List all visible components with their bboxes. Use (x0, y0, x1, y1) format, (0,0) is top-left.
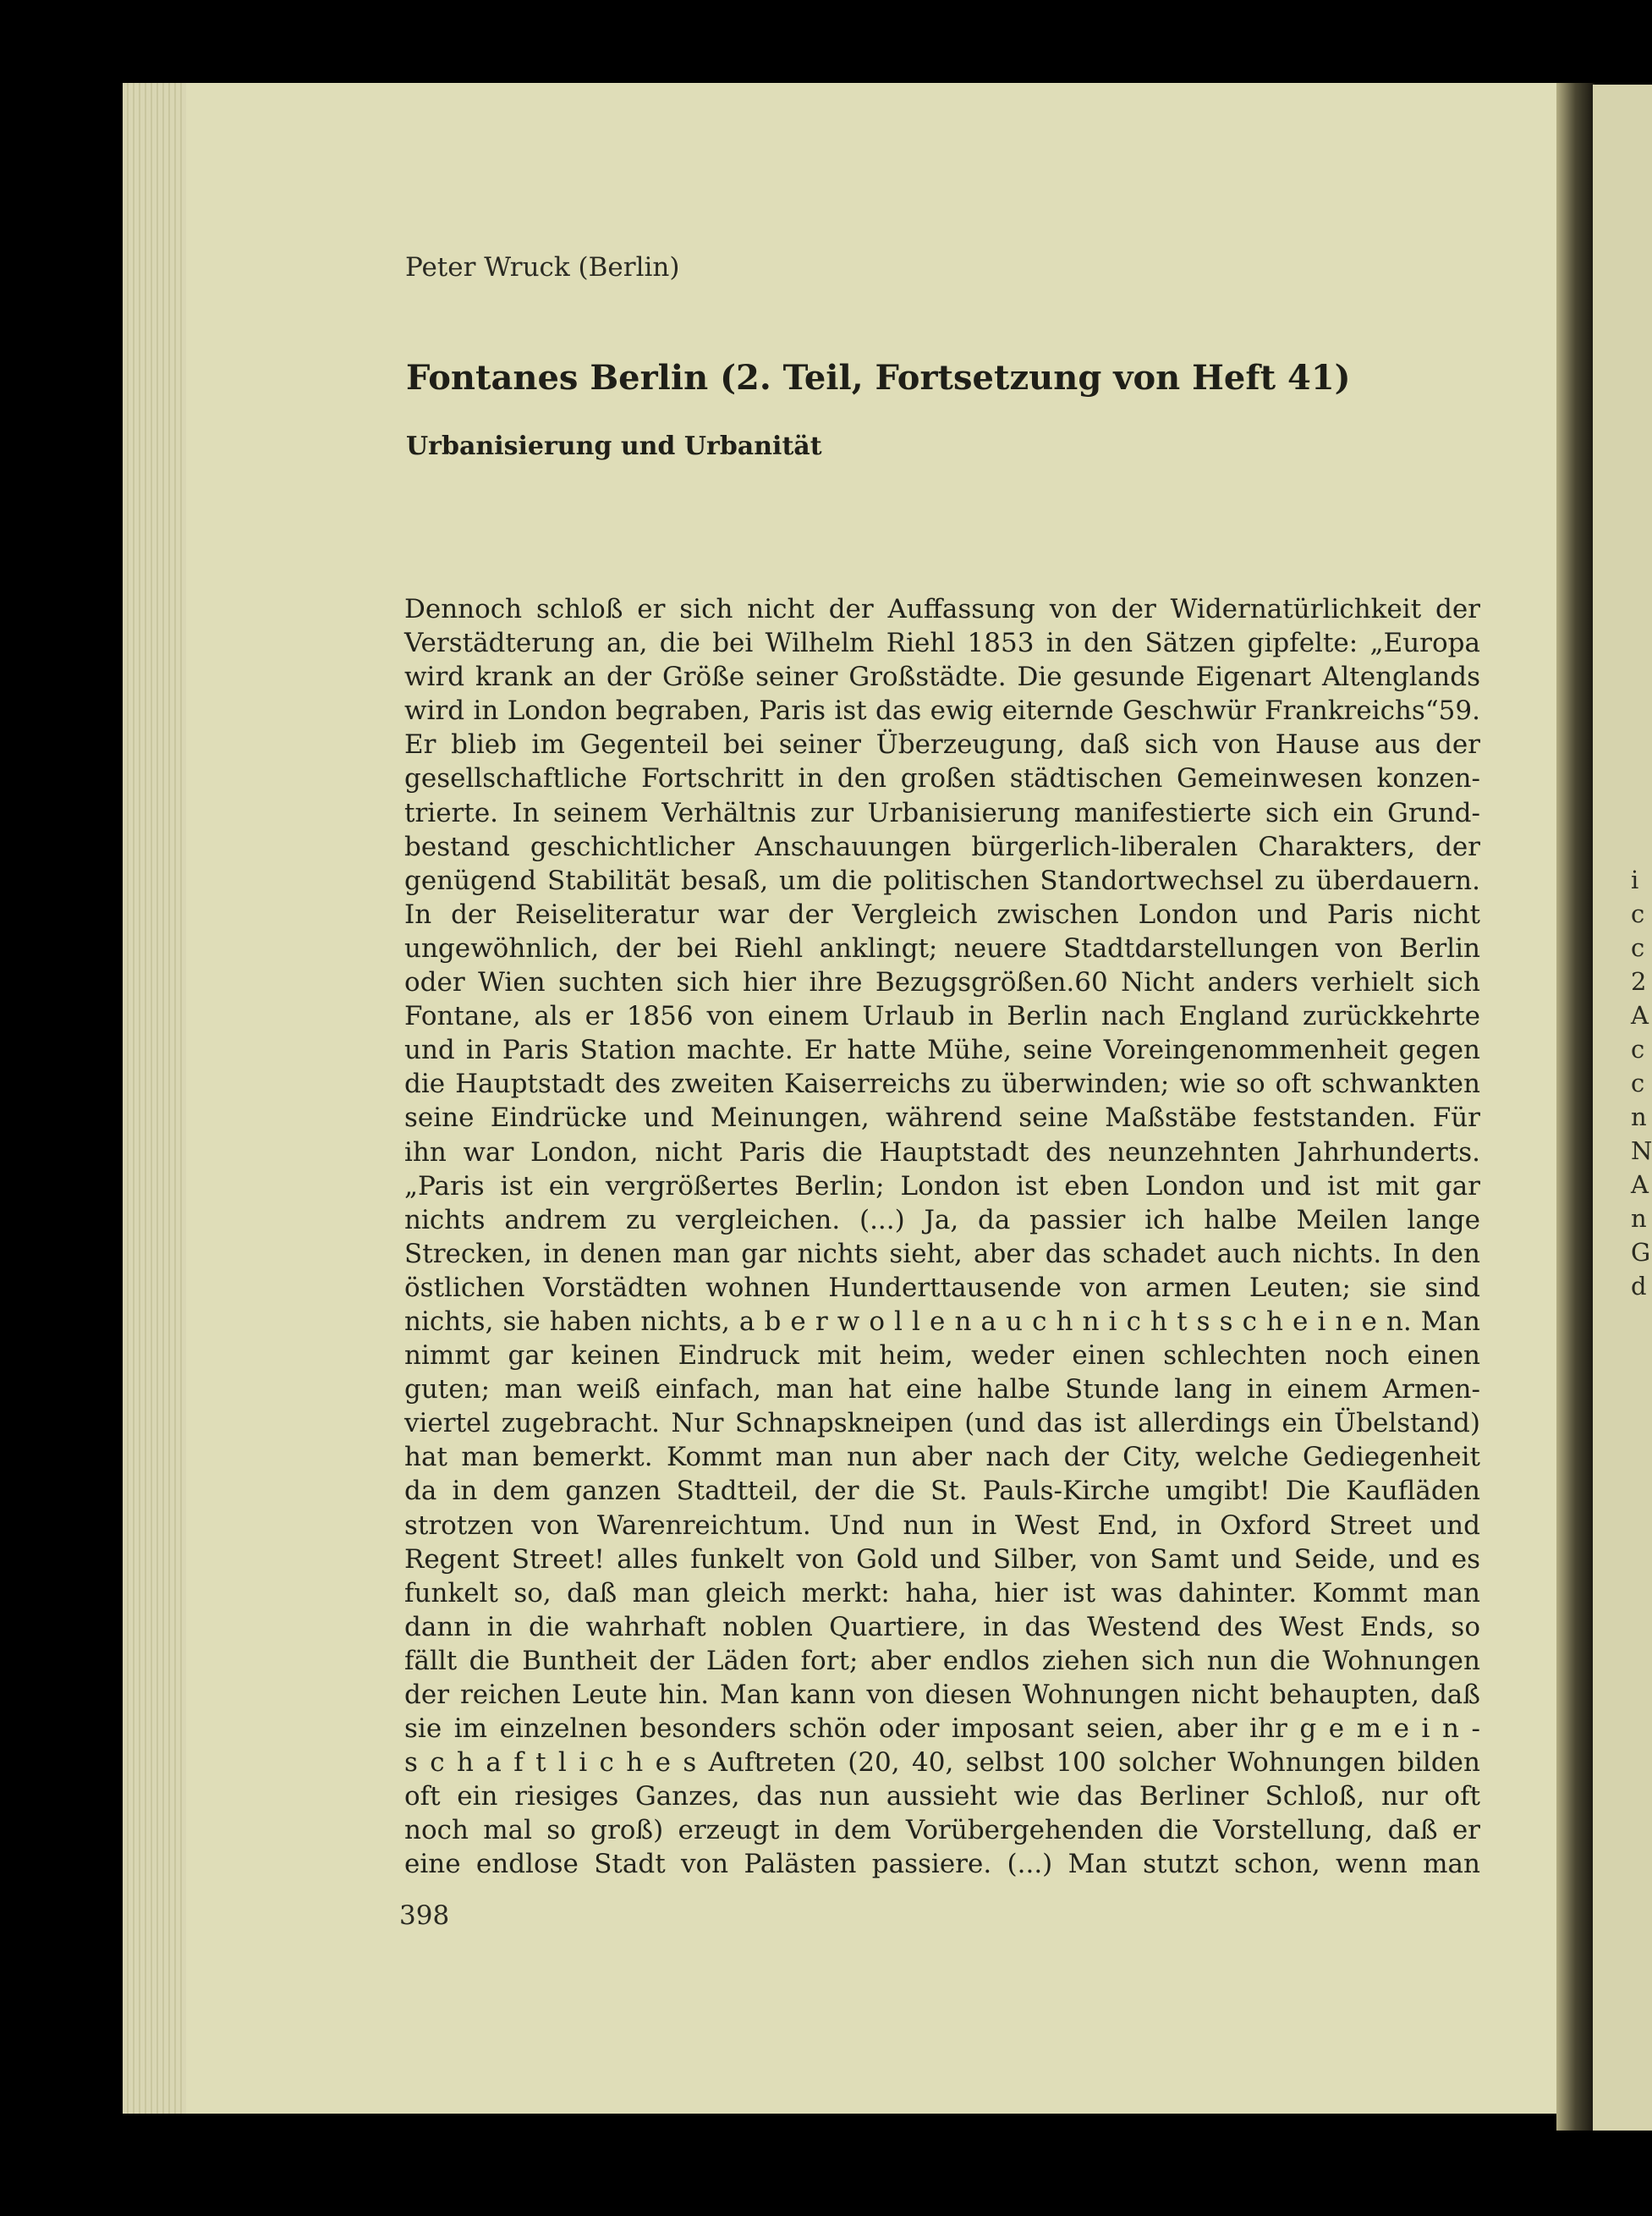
body-line: Dennoch schloß er sich nicht der Auffassung von der Widernatürlichkeit der (404, 594, 1480, 624)
facing-page-letter: d (1631, 1272, 1647, 1300)
body-line: sie im einzelnen besonders schön oder imposant seien, aber ihr g e m e i n - (404, 1713, 1480, 1745)
body-line: In der Reiseliteratur war der Vergleich zwischen London und Paris nicht (404, 899, 1480, 930)
body-line: Strecken, in denen man gar nichts sieht, aber das schadet auch nichts. In den (404, 1238, 1480, 1269)
body-line: oder Wien suchten sich hier ihre Bezugsgrößen.60 Nicht anders verhielt sich (404, 967, 1480, 998)
facing-page-letter: n (1631, 1103, 1647, 1131)
author-line: Peter Wruck (Berlin) (405, 252, 680, 283)
page-number: 398 (399, 1900, 450, 1931)
body-line: Regent Street! alles funkelt von Gold und Silber, von Samt und Seide, und es (404, 1543, 1480, 1575)
body-line: der reichen Leute hin. Man kann von diesen Wohnungen nicht behaupten, daß (404, 1680, 1480, 1710)
body-line: Er blieb im Gegenteil bei seiner Überzeugung, daß sich von Hause aus der (404, 729, 1480, 761)
body-line: oft ein riesiges Ganzes, das nun aussieht wie das Berliner Schloß, nur oft (404, 1781, 1480, 1812)
body-line: bestand geschichtlicher Anschauungen bürgerlich-liberalen Charakters, der (404, 831, 1480, 862)
body-line: Fontane, als er 1856 von einem Urlaub in Berlin nach England zurückkehrte (404, 1001, 1480, 1032)
book-gutter (1556, 83, 1594, 2131)
body-line: strotzen von Warenreichtum. Und nun in West End, in Oxford Street und (404, 1509, 1480, 1541)
facing-page-letter: c (1631, 1069, 1645, 1097)
body-line: nichts andrem zu vergleichen. (...) Ja, da passier ich halbe Meilen lange (404, 1204, 1480, 1235)
body-line: gesellschaftliche Fortschritt in den großen städtischen Gemeinwesen konzen- (404, 763, 1480, 795)
facing-page-letter: N (1631, 1136, 1652, 1165)
body-line: trierte. In seinem Verhältnis zur Urbanisierung manifestierte sich ein Grund- (404, 797, 1480, 828)
section-subtitle: Urbanisierung und Urbanität (406, 432, 822, 461)
body-line: seine Eindrücke und Meinungen, während seine Maßstäbe feststanden. Für (404, 1103, 1480, 1134)
body-line: und in Paris Station machte. Er hatte Mühe, seine Voreingenommenheit gegen (404, 1035, 1480, 1066)
body-line: nimmt gar keinen Eindruck mit heim, weder einen schlechten noch einen (404, 1340, 1480, 1372)
body-line: noch mal so groß) erzeugt in dem Vorübergehenden die Vorstellung, daß er (404, 1815, 1480, 1846)
body-line: guten; man weiß einfach, man hat eine halbe Stunde lang in einem Armen- (404, 1374, 1480, 1405)
body-line: nichts, sie haben nichts, a b e r w o l l e n a u c h n i c h t s s c h e i n e n. Man (404, 1306, 1480, 1337)
body-line: Verstädterung an, die bei Wilhelm Riehl 1853 in den Sätzen gipfelte: „Europa (404, 628, 1480, 659)
body-line: „Paris ist ein vergrößertes Berlin; London ist eben London und ist mit gar (404, 1170, 1480, 1201)
article-title: Fontanes Berlin (2. Teil, Fortsetzung von Heft 41) (406, 358, 1351, 398)
body-line: eine endlose Stadt von Palästen passiere. (...) Man stutzt schon, wenn man (404, 1849, 1480, 1880)
facing-page-letter: n (1631, 1204, 1647, 1233)
body-line: da in dem ganzen Stadtteil, der die St. Pauls-Kirche umgibt! Die Kaufläden (404, 1476, 1480, 1507)
facing-page-letter: 2 (1631, 967, 1647, 996)
facing-page-letters (1631, 863, 1652, 1303)
facing-page-letter: A (1631, 1170, 1649, 1199)
body-line: viertel zugebracht. Nur Schnapskneipen (und das ist allerdings ein Übelstand) (404, 1408, 1480, 1439)
body-line: hat man bemerkt. Kommt man nun aber nach der City, welche Gediegenheit (404, 1442, 1480, 1473)
body-line: ungewöhnlich, der bei Riehl anklingt; neuere Stadtdarstellungen von Berlin (404, 932, 1480, 964)
body-line: funkelt so, daß man gleich merkt: haha, hier ist was dahinter. Kommt man (404, 1577, 1480, 1608)
body-line: fällt die Buntheit der Läden fort; aber endlos ziehen sich nun die Wohnungen (404, 1645, 1480, 1676)
facing-page-letter: c (1631, 899, 1645, 928)
body-line: östlichen Vorstädten wohnen Hunderttausende von armen Leuten; sie sind (404, 1272, 1480, 1303)
facing-page-letter: G (1631, 1238, 1651, 1267)
facing-page-letter: c (1631, 933, 1645, 962)
body-line: die Hauptstadt des zweiten Kaiserreichs zu überwinden; wie so oft schwankten (404, 1069, 1480, 1100)
body-line: wird in London begraben, Paris ist das ewig eiternde Geschwür Frankreichs“59. (404, 696, 1480, 727)
page-edge-stack (123, 83, 190, 2114)
body-line: s c h a f t l i c h e s Auftreten (20, 40, selbst 100 solcher Wohnungen bilden (404, 1747, 1480, 1779)
facing-page-letter: c (1631, 1035, 1645, 1064)
facing-page-letter: A (1631, 1001, 1649, 1030)
body-text (404, 592, 1480, 1882)
body-line: ihn war London, nicht Paris die Hauptstadt des neunzehnten Jahrhunderts. (404, 1136, 1480, 1168)
body-line: genügend Stabilität besaß, um die politischen Standortwechsel zu überdauern. (404, 865, 1480, 896)
facing-page-letter: i (1631, 866, 1639, 894)
body-line: dann in die wahrhaft noblen Quartiere, in das Westend des West Ends, so (404, 1611, 1480, 1642)
body-line: wird krank an der Größe seiner Großstädte. Die gesunde Eigenart Altenglands (404, 662, 1480, 693)
